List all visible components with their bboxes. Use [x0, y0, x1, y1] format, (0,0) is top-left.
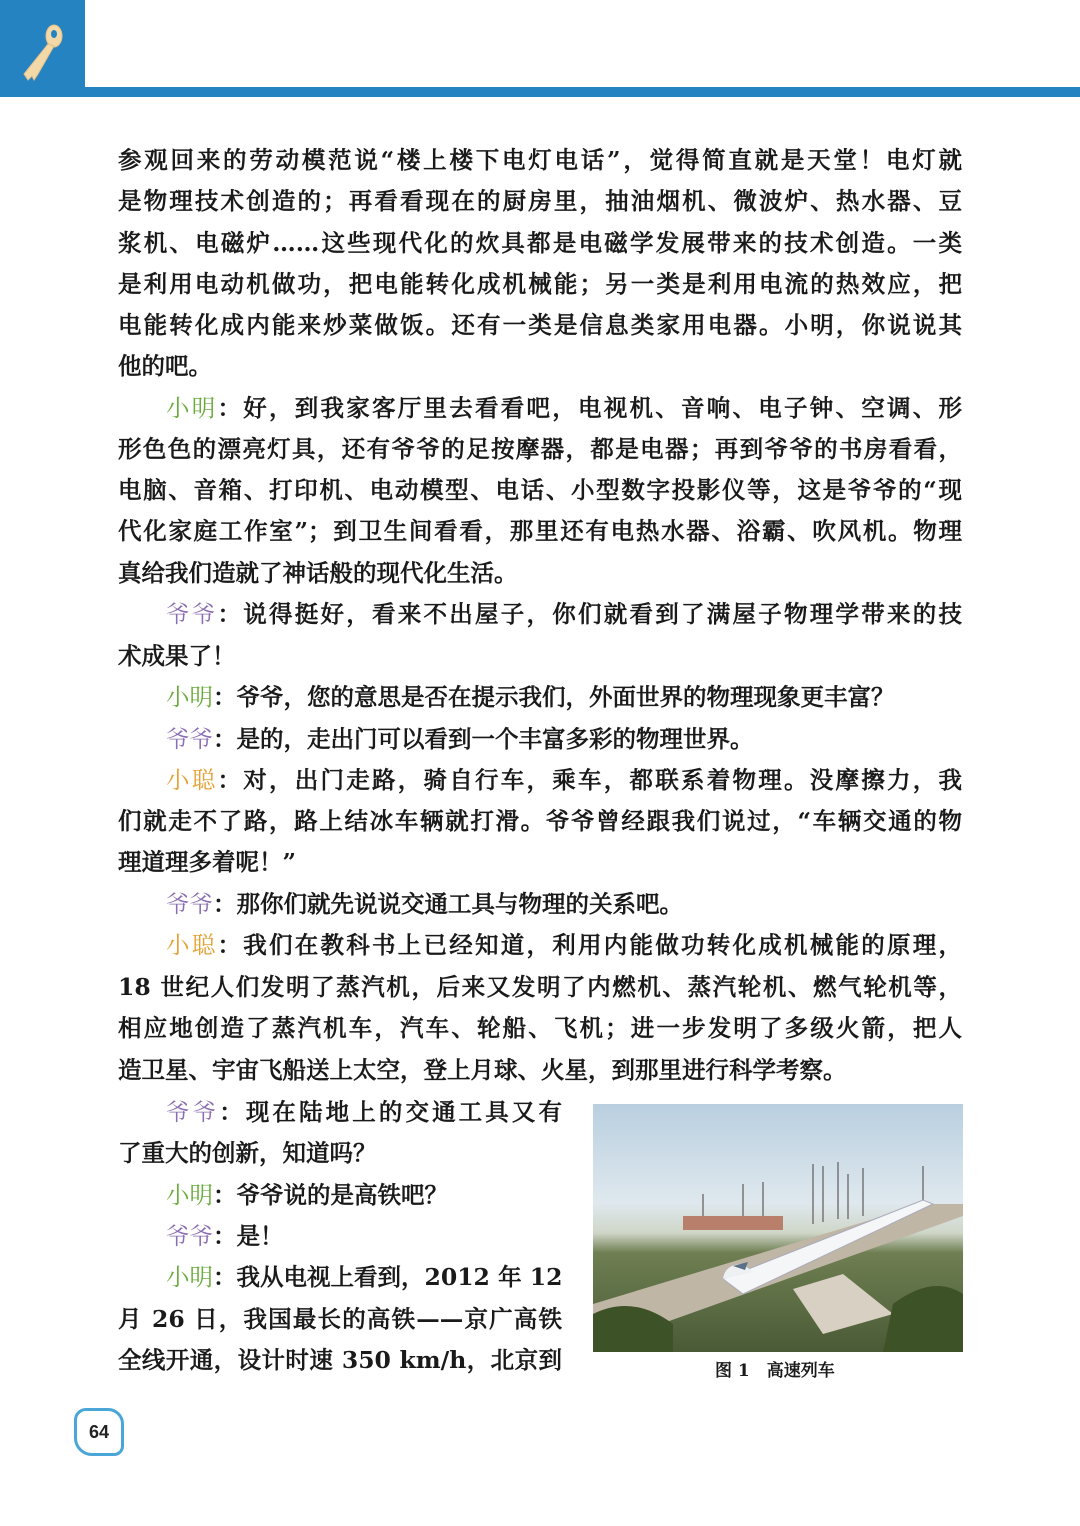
dialogue-line: [166, 930, 962, 960]
speaker-name: 小明: [166, 394, 218, 422]
dialogue-line: [166, 889, 683, 919]
text-line: [118, 1055, 847, 1085]
text-line: [118, 186, 962, 216]
dialogue-line: [166, 599, 962, 629]
key-icon: [10, 20, 70, 86]
line-text: 是利用电动机做功，把电能转化成机械能；另一类是利用电流的热效应，把: [118, 270, 962, 298]
text-line: [118, 351, 212, 381]
text-line: [118, 434, 962, 464]
line-text: ：是！: [213, 1222, 284, 1250]
speaker-name: 爷爷: [166, 1222, 213, 1250]
dialogue-line: [166, 1262, 562, 1292]
line-text: 他的吧。: [118, 352, 212, 380]
line-text: 月 26 日，我国最长的高铁——京广高铁: [118, 1305, 562, 1333]
speaker-name: 爷爷: [166, 725, 213, 753]
dialogue-line: [166, 1180, 448, 1210]
train-illustration: [593, 1104, 963, 1352]
line-text: 是物理技术创造的；再看看现在的厨房里，抽油烟机、微波炉、热水器、豆: [118, 187, 962, 215]
line-text: 理道理多着呢！”: [118, 848, 297, 876]
page-number: 64: [74, 1408, 124, 1456]
line-text: 参观回来的劳动模范说“楼上楼下电灯电话”，觉得简直就是天堂！电灯就: [118, 146, 962, 174]
line-text: ：对，出门走路，骑自行车，乘车，都联系着物理。没摩擦力，我: [217, 766, 962, 794]
line-text: 相应地创造了蒸汽机车，汽车、轮船、飞机；进一步发明了多级火箭，把人: [118, 1014, 962, 1042]
line-text: 代化家庭工作室”；到卫生间看看，那里还有电热水器、浴霸、吹风机。物理: [118, 517, 962, 545]
line-text: ：我从电视上看到，2012 年 12: [213, 1263, 563, 1291]
line-text: ：爷爷，您的意思是否在提示我们，外面世界的物理现象更丰富？: [213, 683, 895, 711]
line-text: ：那你们就先说说交通工具与物理的关系吧。: [213, 890, 683, 918]
header-rule: [0, 87, 1080, 97]
dialogue-line: [166, 682, 895, 712]
text-line: [118, 310, 962, 340]
line-text: 18 世纪人们发明了蒸汽机，后来又发明了内燃机、蒸汽轮机、燃气轮机等，: [118, 973, 962, 1001]
text-line: [118, 516, 962, 546]
text-line: [118, 972, 962, 1002]
text-line: [118, 1013, 962, 1043]
text-line: [118, 558, 518, 588]
speaker-name: 小明: [166, 683, 213, 711]
dialogue-line: [166, 724, 754, 754]
line-text: ：说得挺好，看来不出屋子，你们就看到了满屋子物理学带来的技: [217, 600, 962, 628]
line-text: 术成果了！: [118, 642, 236, 670]
text-line: [118, 269, 962, 299]
dialogue-line: [166, 393, 962, 423]
text-line: [118, 641, 236, 671]
text-line: [118, 145, 962, 175]
line-text: 造卫星、宇宙飞船送上太空，登上月球、火星，到那里进行科学考察。: [118, 1056, 847, 1084]
text-line: [118, 806, 962, 836]
line-text: 电脑、音箱、打印机、电动模型、电话、小型数字投影仪等，这是爷爷的“现: [118, 476, 962, 504]
text-line: [118, 847, 296, 877]
line-text: 们就走不了路，路上结冰车辆就打滑。爷爷曾经跟我们说过，“车辆交通的物: [118, 807, 962, 835]
text-line: [118, 1138, 377, 1168]
speaker-name: 爷爷: [166, 1098, 220, 1126]
line-text: ：是的，走出门可以看到一个丰富多彩的物理世界。: [213, 725, 754, 753]
speaker-name: 爷爷: [166, 890, 213, 918]
line-text: ：好，到我家客厅里去看看吧，电视机、音响、电子钟、空调、形: [217, 394, 962, 422]
text-line: [118, 475, 962, 505]
dialogue-line: [166, 1221, 284, 1251]
line-text: ：我们在教科书上已经知道，利用内能做功转化成机械能的原理，: [217, 931, 962, 959]
line-text: 电能转化成内能来炒菜做饭。还有一类是信息类家用电器。小明，你说说其: [118, 311, 962, 339]
line-text: 浆机、电磁炉……这些现代化的炊具都是电磁学发展带来的技术创造。一类: [118, 229, 962, 257]
text-line: [118, 1345, 562, 1375]
line-text: ：爷爷说的是高铁吧？: [213, 1181, 448, 1209]
line-text: 了重大的创新，知道吗？: [118, 1139, 377, 1167]
figure-caption: 图 1 高速列车: [715, 1361, 835, 1381]
speaker-name: 爷爷: [166, 600, 218, 628]
speaker-name: 小明: [166, 1181, 213, 1209]
line-text: 全线开通，设计时速 350 km/h，北京到: [118, 1346, 562, 1374]
dialogue-line: [166, 1097, 562, 1127]
high-speed-train-photo: [593, 1104, 963, 1352]
text-line: [118, 228, 962, 258]
line-text: 真给我们造就了神话般的现代化生活。: [118, 559, 518, 587]
speaker-name: 小聪: [166, 931, 218, 959]
speaker-name: 小明: [166, 1263, 213, 1291]
line-text: ：现在陆地上的交通工具又有: [219, 1098, 563, 1126]
text-line: [118, 1304, 562, 1334]
speaker-name: 小聪: [166, 766, 218, 794]
dialogue-line: [166, 765, 962, 795]
line-text: 形色色的漂亮灯具，还有爷爷的足按摩器，都是电器；再到爷爷的书房看看，: [118, 435, 962, 463]
